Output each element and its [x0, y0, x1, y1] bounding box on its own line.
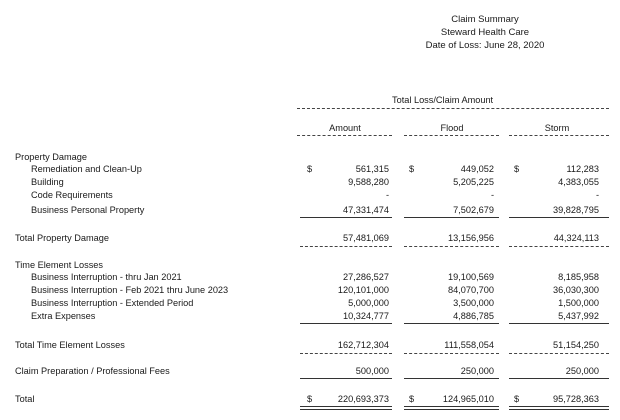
cell-storm: 1,500,000: [558, 298, 599, 308]
fees-rule: [404, 378, 499, 379]
cell-storm: 4,383,055: [558, 177, 599, 187]
date-of-loss: Date of Loss: June 28, 2020: [425, 40, 545, 51]
cell-flood: 84,070,700: [448, 285, 494, 295]
total-label-time-element: Total Time Element Losses: [15, 340, 125, 350]
cell-amount: 47,331,474: [343, 205, 389, 215]
grand-total-double-rule: [404, 406, 499, 410]
cell-amount: 10,324,777: [343, 311, 389, 321]
total-rule: [404, 246, 499, 247]
col-header-flood: Flood: [440, 123, 464, 133]
cell-flood: 7,502,679: [453, 205, 494, 215]
subtotal-rule: [404, 217, 499, 218]
total-amount: 162,712,304: [337, 340, 389, 350]
cell-amount: -: [385, 190, 389, 200]
total-rule: [300, 246, 392, 247]
total-rule: [509, 246, 609, 247]
currency-sign: $: [514, 394, 520, 404]
fees-rule: [300, 378, 392, 379]
grand-total-double-rule: [300, 406, 392, 410]
cell-amount: 5,000,000: [348, 298, 389, 308]
row-label: Business Interruption - Extended Period: [31, 298, 194, 308]
row-label: Code Requirements: [31, 190, 113, 200]
cell-storm: 36,030,300: [553, 285, 599, 295]
cell-flood: 5,205,225: [453, 177, 494, 187]
row-label: Extra Expenses: [31, 311, 96, 321]
currency-sign: $: [514, 164, 520, 174]
cell-storm: -: [595, 190, 599, 200]
cell-flood: -: [490, 190, 494, 200]
fees-storm: 250,000: [565, 366, 599, 376]
grand-total-double-rule: [509, 406, 609, 410]
col-rule-flood: [404, 135, 499, 136]
subtotal-rule: [300, 323, 392, 324]
total-storm: 44,324,113: [553, 233, 599, 243]
section-title-property: Property Damage: [15, 152, 88, 162]
cell-storm: 112,283: [566, 164, 599, 174]
doc-title: Claim Summary: [451, 14, 519, 25]
row-label: Remediation and Clean-Up: [31, 164, 142, 174]
cell-amount: 120,101,000: [337, 285, 389, 295]
subtotal-rule: [404, 323, 499, 324]
row-label: Business Personal Property: [31, 205, 145, 215]
grand-total-flood: 124,965,010: [442, 394, 494, 404]
cell-flood: 19,100,569: [448, 272, 494, 282]
fees-rule: [509, 378, 609, 379]
row-label: Business Interruption - thru Jan 2021: [31, 272, 182, 282]
total-rule: [300, 353, 392, 354]
section-title-time-element: Time Element Losses: [15, 260, 103, 270]
cell-flood: 449,052: [460, 164, 494, 174]
fees-amount: 500,000: [355, 366, 389, 376]
fees-label: Claim Preparation / Professional Fees: [15, 366, 170, 376]
total-flood: 13,156,956: [448, 233, 494, 243]
cell-amount: 561,315: [355, 164, 389, 174]
currency-sign: $: [307, 164, 313, 174]
cell-storm: 8,185,958: [558, 272, 599, 282]
grand-total-amount: 220,693,373: [337, 394, 389, 404]
total-storm: 51,154,250: [553, 340, 599, 350]
cell-storm: 5,437,992: [558, 311, 599, 321]
subtotal-rule: [300, 217, 392, 218]
group-rule: [297, 108, 609, 109]
total-rule: [509, 353, 609, 354]
cell-amount: 9,588,280: [348, 177, 389, 187]
subtotal-rule: [509, 323, 609, 324]
total-rule: [404, 353, 499, 354]
col-header-storm: Storm: [544, 123, 570, 133]
currency-sign: $: [409, 394, 415, 404]
total-amount: 57,481,069: [343, 233, 389, 243]
subtotal-rule: [509, 217, 609, 218]
currency-sign: $: [307, 394, 313, 404]
company-name: Steward Health Care: [440, 27, 530, 38]
total-flood: 111,558,054: [444, 340, 494, 350]
col-rule-amount: [297, 135, 392, 136]
fees-flood: 250,000: [460, 366, 494, 376]
row-label: Business Interruption - Feb 2021 thru June 2023: [31, 285, 229, 295]
currency-sign: $: [409, 164, 415, 174]
grand-total-storm: 95,728,363: [553, 394, 599, 404]
grand-total-label: Total: [15, 394, 35, 404]
cell-flood: 3,500,000: [453, 298, 494, 308]
row-label: Building: [31, 177, 64, 187]
col-header-amount: Amount: [329, 123, 361, 133]
column-group-title: Total Loss/Claim Amount: [392, 95, 494, 105]
cell-flood: 4,886,785: [453, 311, 494, 321]
cell-storm: 39,828,795: [553, 205, 599, 215]
col-rule-storm: [509, 135, 609, 136]
cell-amount: 27,286,527: [343, 272, 389, 282]
total-label-property: Total Property Damage: [15, 233, 109, 243]
